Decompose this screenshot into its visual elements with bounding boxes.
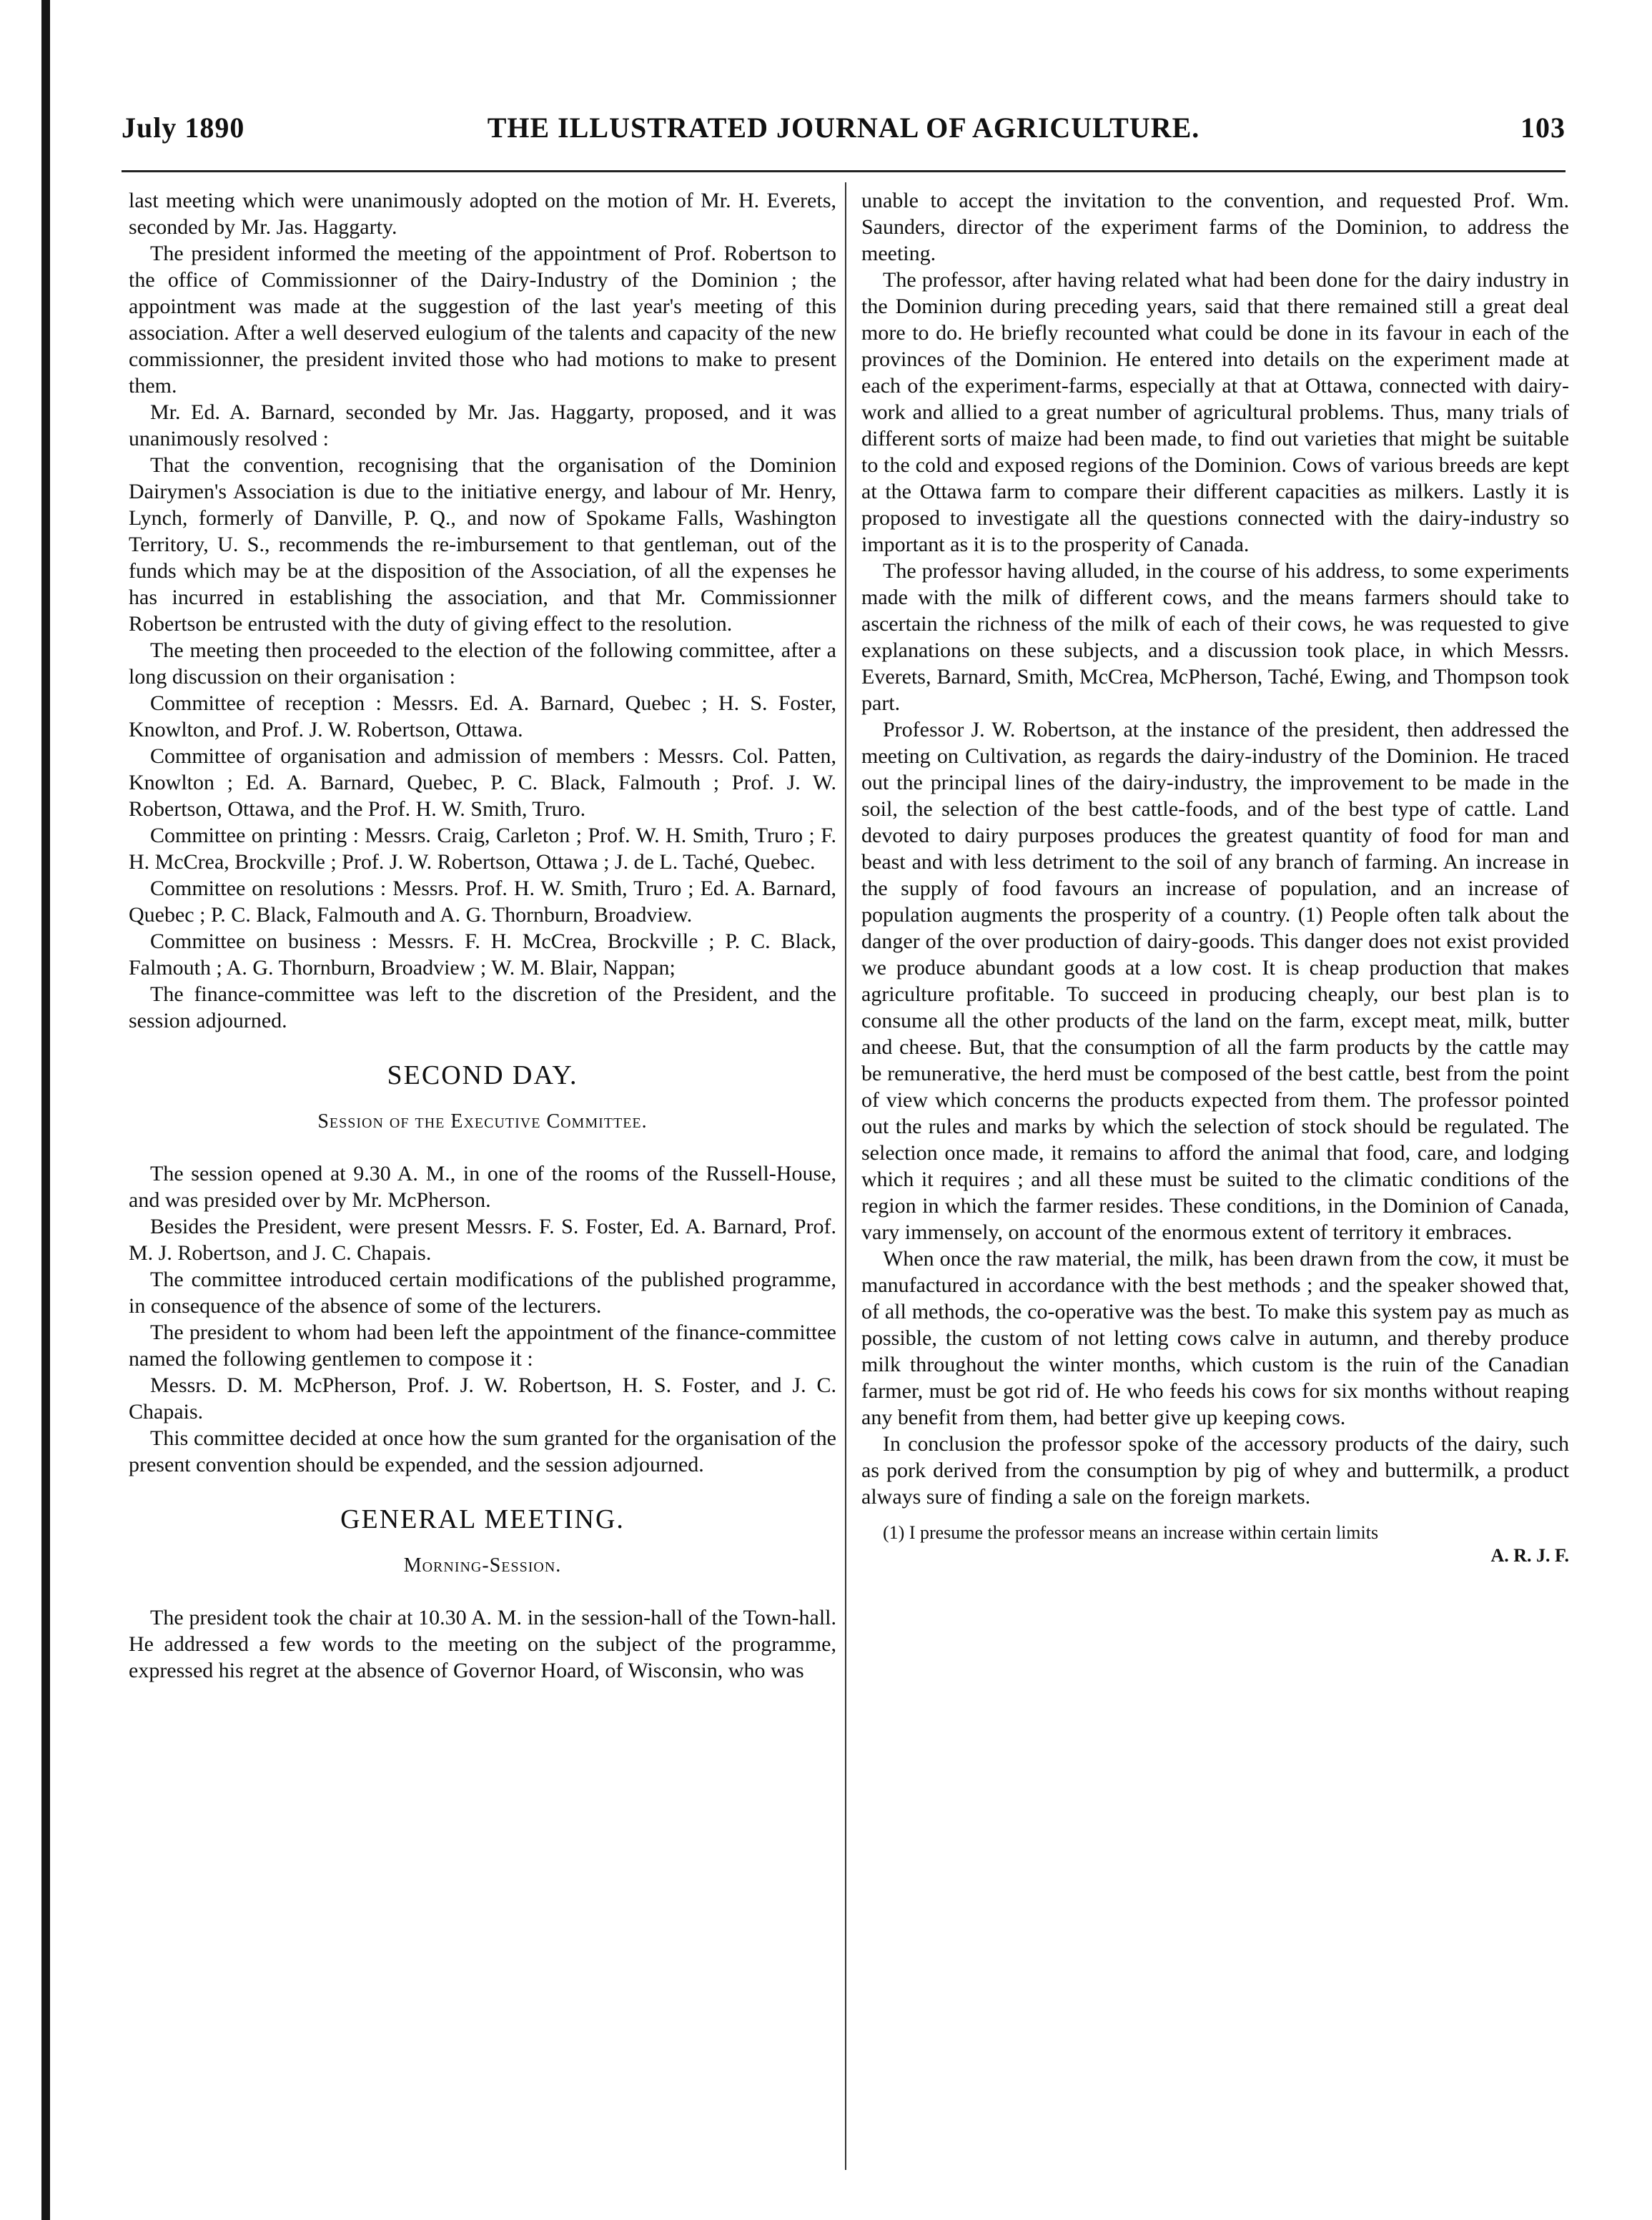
- paragraph: The professor, after having related what had been done for the dairy industry in the Dominion during preceding years, said that there remained still a great deal more to do. He briefly recounted what could be done in its favour in each of the provinces of the Dominion. He entered into details on the experiment made at each of the experiment-farms, especially at that at Ottawa, connected with dairy-work and allied to a great number of agricultural problems. Thus, many trials of different sorts of maize had been made, to find out varieties that might be suitable to the cold and exposed regions of the Dominion. Cows of various breeds are kept at the Ottawa farm to compare their different capacities as milkers. Lastly it is proposed to investigate all the questions connected with the dairy-industry so important as it is to the prosperity of Canada.: [861, 268, 1569, 556]
- paragraph: That the convention, recognising that the organisation of the Dominion Dairymen's Association is due to the initiative energy, and labour of Mr. Henry, Lynch, formerly of Danville, P. Q., and now of Spokame Falls, Washington Territory, U. S., recommends the re-imbursement to that gentleman, out of the funds which may be at the disposition of the Association, of all the expenses he has incurred in establishing the association, and that Mr. Commissionner Robertson be entrusted with the duty of giving effect to the resolution.: [129, 453, 836, 636]
- paragraph: Committee on printing : Messrs. Craig, Carleton ; Prof. W. H. Smith, Truro ; F. H. McCrea, Brockville ; Prof. J. W. Robertson, Ottawa ; J. de L. Taché, Quebec.: [129, 824, 836, 874]
- header-date: July 1890: [122, 112, 245, 144]
- paragraph: The president took the chair at 10.30 A. M. in the session-hall of the Town-hall. He addressed a few words to the meeting on the subject of the programme, expressed his regret at the absence of Governor Hoard, of Wisconsin, who was: [129, 1606, 836, 1682]
- paragraph: The president informed the meeting of the appointment of Prof. Robertson to the office of Commissionner of the Dairy-Industry of the Dominion ; the appointment was made at the suggestion of the last year's meeting of this association. After a well deserved eulogium of the talents and capacity of the new commissionner, the president invited those who had motions to make to present them.: [129, 242, 836, 398]
- paragraph: Committee on business : Messrs. F. H. McCrea, Brockville ; P. C. Black, Falmouth ; A. G. Thornburn, Broadview ; W. M. Blair, Nappan;: [129, 929, 836, 980]
- paragraph: The finance-committee was left to the discretion of the President, and the session adjourned.: [129, 982, 836, 1032]
- paragraph: The committee introduced certain modifications of the published programme, in consequence of the absence of some of the lecturers.: [129, 1268, 836, 1318]
- footnote-signature: A. R. J. F.: [1490, 1545, 1569, 1566]
- subheading-morning-session: Morning-Session.: [403, 1554, 562, 1577]
- running-header: [122, 111, 1566, 154]
- paragraph: Committee of reception : Messrs. Ed. A. Barnard, Quebec ; H. S. Foster, Knowlton, and Prof. J. W. Robertson, Ottawa.: [129, 691, 836, 741]
- paragraph: This committee decided at once how the sum granted for the organisation of the present convention should be expended, and the session adjourned.: [129, 1426, 836, 1476]
- paragraph: unable to accept the invitation to the convention, and requested Prof. Wm. Saunders, director of the experiment farms of the Dominion, to address the meeting.: [861, 189, 1569, 265]
- subheading-executive-session: Session of the Executive Committee.: [317, 1110, 648, 1133]
- paragraph: Committee on resolutions : Messrs. Prof. H. W. Smith, Truro ; Ed. A. Barnard, Quebec ; P. C. Black, Falmouth and A. G. Thornburn, Broadview.: [129, 877, 836, 927]
- paragraph: The meeting then proceeded to the election of the following committee, after a long discussion on their organisation :: [129, 638, 836, 689]
- section-heading-general-meeting: GENERAL MEETING.: [340, 1504, 625, 1534]
- paragraph: The professor having alluded, in the course of his address, to some experiments made with the milk of different cows, and the means farmers should take to ascertain the richness of the milk of each of their cows, he was requested to give explanations on these subjects, and a discussion took place, in which Messrs. Everets, Barnard, Smith, McCrea, McPherson, Taché, Ewing, and Thompson took part.: [861, 559, 1569, 715]
- paragraph: Besides the President, were present Messrs. F. S. Foster, Ed. A. Barnard, Prof. M. J. Robertson, and J. C. Chapais.: [129, 1215, 836, 1265]
- footnote: (1) I presume the professor means an increase within certain limits: [883, 1522, 1379, 1543]
- paragraph: Mr. Ed. A. Barnard, seconded by Mr. Jas. Haggarty, proposed, and it was unanimously resolved :: [129, 400, 836, 450]
- journal-title: THE ILLUSTRATED JOURNAL OF AGRICULTURE.: [487, 112, 1200, 144]
- binding-edge: [41, 0, 50, 2220]
- paragraph: Professor J. W. Robertson, at the instance of the president, then addressed the meeting on Cultivation, as regards the dairy-industry of the Dominion. He traced out the principal lines of the dairy-industry, the improvement to be made in the soil, the selection of the best cattle-foods, and of the best type of cattle. Land devoted to dairy purposes produces the greatest quantity of food for man and beast and with less detriment to the soil of any branch of farming. An increase in the supply of food favours an increase of population, and an increase of population augments the prosperity of a country. (1) People often talk about the danger of the over production of dairy-goods. This danger does not exist provided we produce abundant goods at a low cost. It is cheap production that makes agriculture profitable. To succeed in producing cheaply, our best plan is to consume all the other products of the land on the farm, except meat, milk, butter and cheese. But, that the consumption of all the farm products by the cattle may be remunerative, the herd must be composed of the best cattle, best from the point of view which concerns the products expected from them. The professor pointed out the rules and marks by which the selection of stock should be regulated. The selection once made, it remains to afford the animal that food, care, and lodging which it requires ; and all these must be suited to the climatic conditions of the region in which the farmer resides. These conditions, in the Dominion of Canada, vary immensely, on account of the enormous extent of territory it embraces.: [861, 718, 1569, 1244]
- column-divider: [845, 182, 846, 2170]
- page-number: 103: [1520, 112, 1566, 144]
- right-column: [861, 187, 1569, 1567]
- paragraph: Committee of organisation and admission of members : Messrs. Col. Patten, Knowlton ; Ed. A. Barnard, Quebec, P. C. Black, Falmouth ; Prof. J. W. Robertson, Ottawa, and the Prof. H. W. Smith, Truro.: [129, 744, 836, 821]
- paragraph: The president to whom had been left the appointment of the finance-committee named the following gentlemen to compose it :: [129, 1321, 836, 1371]
- paragraph: When once the raw material, the milk, has been drawn from the cow, it must be manufactured in accordance with the best methods ; and the speaker showed that, of all methods, the co-operative was the best. To make this system pay as much as possible, the custom of not letting cows calve in autumn, and thereby produce milk throughout the winter months, which custom is the ruin of the Canadian farmer, must be got rid of. He who feeds his cows for six months without reaping any benefit from them, had better give up keeping cows.: [861, 1247, 1569, 1429]
- header-rule: [122, 170, 1566, 172]
- paragraph: The session opened at 9.30 A. M., in one of the rooms of the Russell-House, and was presided over by Mr. McPherson.: [129, 1162, 836, 1212]
- paragraph: In conclusion the professor spoke of the accessory products of the dairy, such as pork derived from the consumption by pig of whey and buttermilk, a product always sure of finding a sale on the foreign markets.: [861, 1432, 1569, 1509]
- paragraph: last meeting which were unanimously adopted on the motion of Mr. H. Everets, seconded by Mr. Jas. Haggarty.: [129, 189, 836, 239]
- left-column: [129, 187, 836, 1684]
- paragraph: Messrs. D. M. McPherson, Prof. J. W. Robertson, H. S. Foster, and J. C. Chapais.: [129, 1373, 836, 1424]
- section-heading-second-day: SECOND DAY.: [387, 1060, 578, 1090]
